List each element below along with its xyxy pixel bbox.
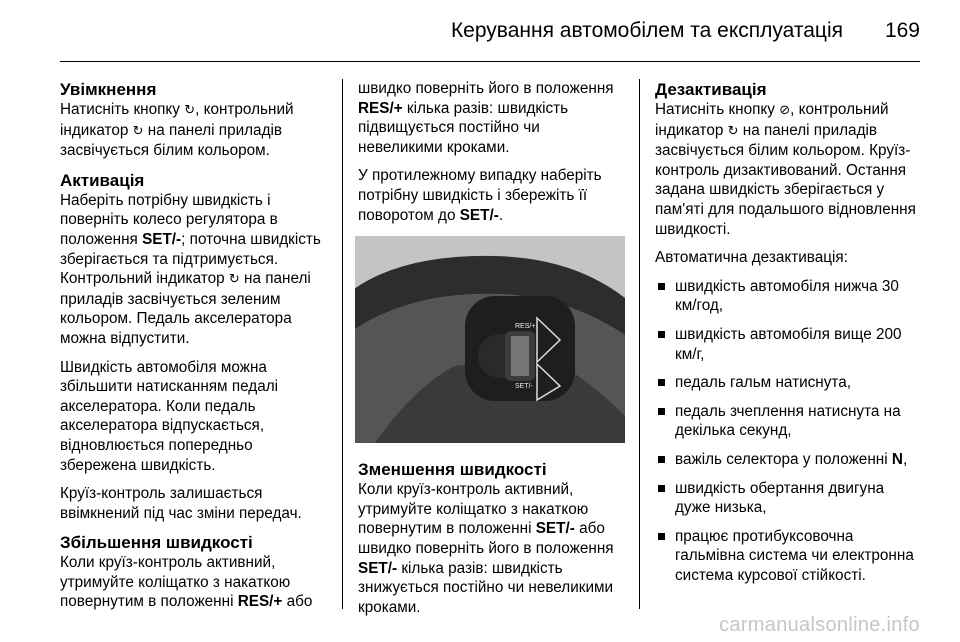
text: швидко поверніть його в положення (358, 80, 614, 97)
text: або (282, 593, 313, 611)
text: Коли круїз-контроль активний, утримуйте коліщатко з накаткою повернутим в положенні (358, 481, 589, 538)
text: або швидко поверніть його в положення (358, 520, 614, 557)
cruise-control-icon: ↻ (228, 272, 240, 288)
cruise-control-icon: ↻ (727, 123, 739, 139)
text: на панелі приладів засвічується зеленим кольором. Педаль акселератора можна відпустити. (60, 270, 311, 347)
text: Коли круїз-контроль активний, утримуйте коліщатко з накаткою повернутим в положенні (60, 554, 291, 611)
paragraph: Круїз-контроль залишається ввімкнений під час зміни передач. (60, 485, 302, 522)
res-label: RES/+ (515, 323, 536, 331)
text: , контрольний індикатор (60, 101, 294, 139)
bold-text: SET/- (142, 230, 182, 248)
list-item: швидкість автомобіля вище 200 км/г, (655, 325, 923, 364)
text: на панелі приладів засвічується білим кольором. (60, 121, 283, 160)
bold-text: SET/- (358, 559, 398, 577)
column-1 (60, 79, 328, 621)
list-item: педаль зчеплення натиснута на декілька секунд, (655, 402, 923, 441)
list-item: швидкість автомобіля нижча 30 км/год, (655, 277, 923, 316)
paragraph (60, 100, 328, 161)
text: важіль селектора у положенні (675, 450, 892, 468)
section-title-increase-speed: Збільшення швидкості (60, 533, 253, 553)
paragraph (358, 79, 626, 157)
column-divider (639, 79, 640, 609)
section-title-activation: Активація (60, 170, 145, 190)
header-rule (60, 61, 920, 62)
list-item: педаль гальм натиснута, (655, 373, 923, 393)
section-title-activation-on: Увімкнення (60, 80, 157, 99)
bold-text: SET/- (459, 206, 499, 224)
text: Наберіть потрібну швидкість і поверніть колесо регулятора в положення (60, 191, 278, 248)
paragraph (358, 166, 626, 225)
text: Натисніть кнопку (655, 101, 780, 118)
cruise-control-icon: ↻ (184, 103, 196, 118)
cruise-control-icon: ↻ (132, 123, 144, 139)
bold-text: RES/+ (237, 593, 283, 611)
section-title-decrease-speed: Зменшення швидкості (358, 460, 547, 480)
bold-text: N (891, 450, 903, 468)
paragraph (358, 480, 626, 617)
text: на панелі приладів засвічується білим кольором. Круїз-контроль дизактивований. Остання задана швидкість зберігається у пам'яті для подальшого відновлення швидкості. (655, 121, 916, 238)
list-item (655, 450, 923, 470)
list-item: працює протибуксовочна гальмівна система чи електронна система курсової стійкості. (655, 527, 923, 586)
paragraph (655, 100, 923, 239)
column-divider (342, 79, 343, 609)
watermark: carmanualsonline.info (719, 614, 920, 636)
text: Натисніть кнопку (60, 101, 185, 118)
text: , контрольний індикатор (655, 101, 889, 139)
paragraph: Швидкість автомобіля можна збільшити натисканням педалі акселератора. Коли педаль акселератора відпускається, відновлюється попередньо збережена швидкість. (60, 358, 279, 474)
list-item: швидкість обертання двигуна дуже низька, (655, 479, 923, 518)
text: ; поточна швидкість зберігається та підтримується. Контрольний індикатор (60, 230, 321, 288)
text: кілька разів: швидкість знижується постійно чи невеликими кроками. (358, 559, 614, 616)
page-number: 169 (884, 19, 920, 42)
paragraph (60, 191, 328, 349)
steering-wheel-photo (355, 236, 625, 443)
text: . (498, 206, 504, 224)
text: , (902, 450, 908, 468)
text: кілька разів: швидкість підвищується постійно чи невеликими кроками. (358, 99, 569, 156)
page-header-title: Керування автомобілем та експлуатація (450, 19, 843, 42)
paragraph (60, 553, 328, 612)
section-title-deactivation: Дезактивація (655, 80, 767, 99)
deactivation-list (655, 277, 923, 586)
set-label: SET/- (515, 383, 533, 391)
bold-text: SET/- (535, 520, 575, 538)
column-2 (358, 79, 626, 626)
text: У протилежному випадку наберіть потрібну швидкість і збережіть її поворотом до (358, 167, 602, 224)
bold-text: RES/+ (358, 99, 403, 117)
cruise-control-off-icon: ⊘ (779, 103, 791, 118)
paragraph: Автоматична дезактивація: (655, 249, 848, 267)
column-3 (655, 79, 923, 594)
